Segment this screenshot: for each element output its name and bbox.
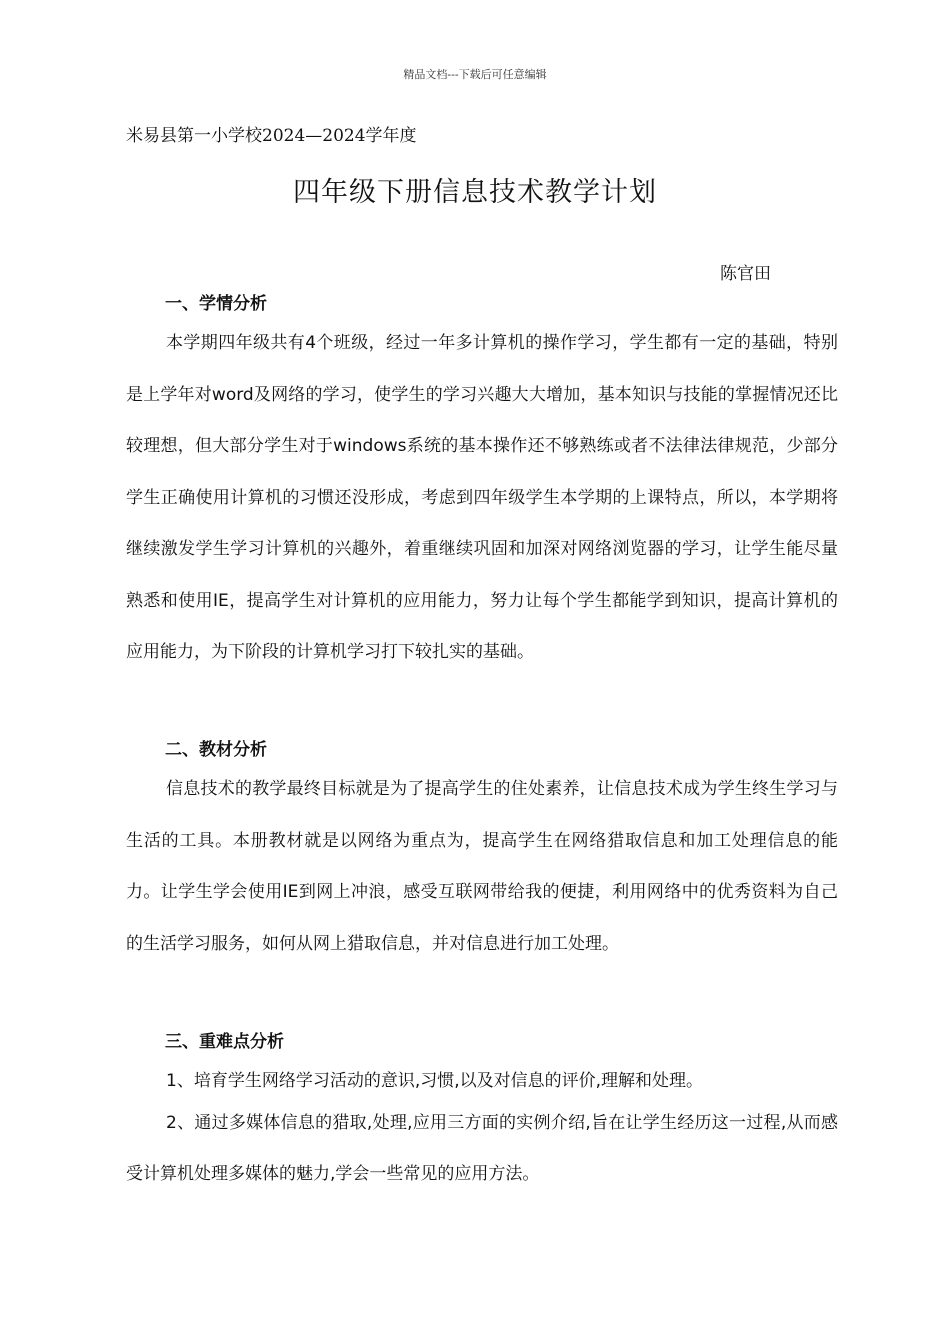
page-header-note: 精品文档---下载后可任意编辑: [403, 68, 547, 81]
section-heading-textbook-analysis: 二、教材分析: [165, 740, 267, 760]
school-year-line: 米易县第一小学校2024—2024学年度: [126, 126, 417, 146]
key-point-item-2: 2、通过多媒体信息的猎取,处理,应用三方面的实例介绍,旨在让学生经历这一过程,从而感受计算机处理多媒体的魅力,学会一些常见的应用方法。: [126, 1113, 838, 1184]
section-heading-key-points: 三、重难点分析: [165, 1032, 284, 1052]
section-paragraph-learning-analysis: 本学期四年级共有4个班级，经过一年多计算机的操作学习，学生都有一定的基础，特别是上学年对word及网络的学习，使学生的学习兴趣大大增加，基本知识与技能的掌握情况还比较理想，但大部分学生对于windows系统的基本操作还不够熟练或者不法律法律规范，少部分学生正确使用计算机的习惯还没形成，考虑到四年级学生本学期的上课特点，所以，本学期将继续激发学生学习计算机的兴趣外，着重继续巩固和加深对网络浏览器的学习，让学生能尽量熟悉和使用IE，提高学生对计算机的应用能力，努力让每个学生都能学到知识，提高计算机的应用能力，为下阶段的计算机学习打下较扎实的基础。: [126, 333, 838, 662]
author-name: 陈官田: [720, 264, 771, 284]
section-heading-learning-analysis: 一、学情分析: [165, 294, 267, 314]
key-point-item-1: 1、培育学生网络学习活动的意识,习惯,以及对信息的评价,理解和处理。: [166, 1071, 704, 1091]
document-title: 四年级下册信息技术教学计划: [293, 177, 657, 208]
section-paragraph-textbook-analysis: 信息技术的教学最终目标就是为了提高学生的住处素养，让信息技术成为学生终生学习与生活的工具。本册教材就是以网络为重点为，提高学生在网络猎取信息和加工处理信息的能力。让学生学会使用IE到网上冲浪，感受互联网带给我的便捷，利用网络中的优秀资料为自己的生活学习服务，如何从网上猎取信息，并对信息进行加工处理。: [126, 779, 838, 954]
